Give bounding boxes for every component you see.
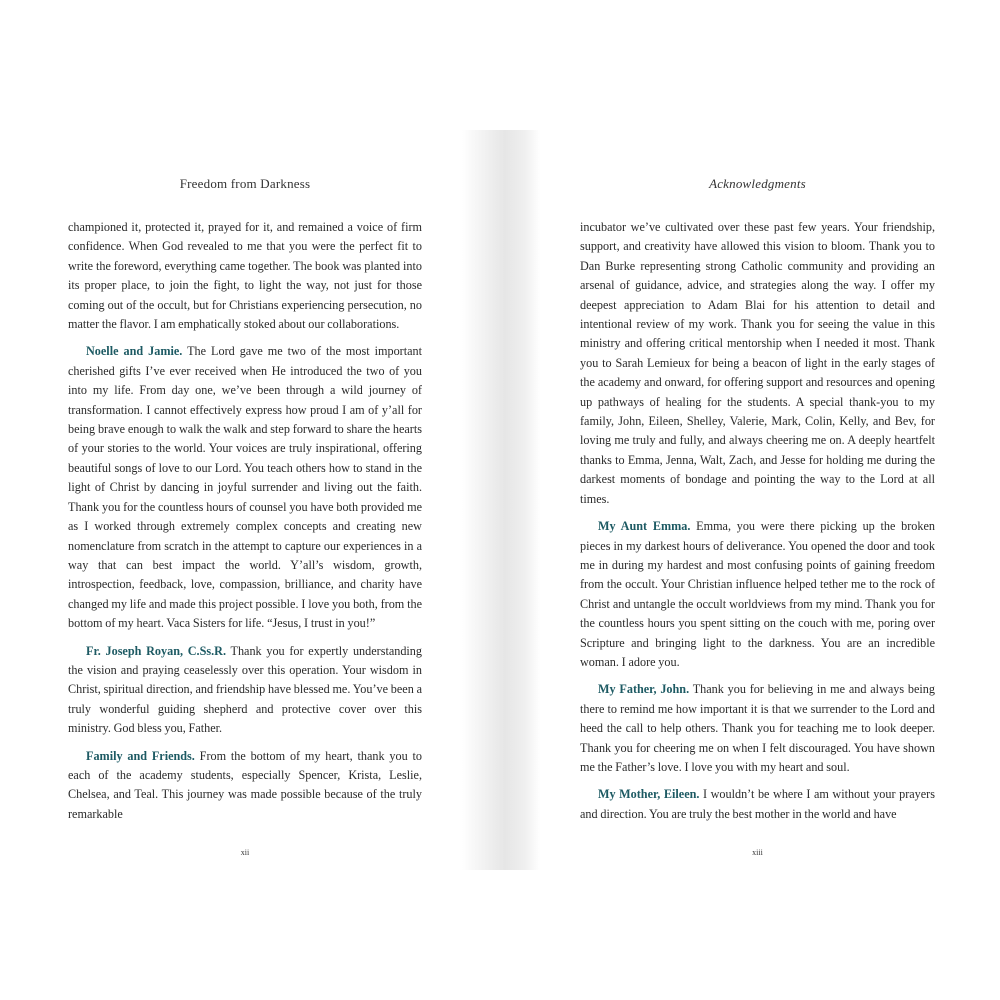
book-gutter [462, 130, 540, 870]
paragraph [68, 342, 422, 633]
right-running-head: Acknowledgments [709, 176, 806, 191]
paragraph [580, 680, 935, 777]
left-page [68, 170, 422, 857]
right-page [580, 170, 935, 857]
paragraph-lead: My Mother, Eileen. [598, 787, 700, 802]
paragraph-text: Thank you for expertly understanding the vision and praying ceaselessly over this operation. Your wisdom in Christ, spiritual direction, and friendship have blessed me. You’ve been a truly wonderful guiding shepherd and protective cover over this ministry. God bless you, Father. [68, 643, 422, 736]
paragraph-lead: Noelle and Jamie. [86, 344, 183, 359]
paragraph-lead: My Father, John. [598, 682, 690, 697]
paragraph-text: championed it, protected it, prayed for it, and remained a voice of firm confidence. When God revealed to me that you were the perfect fit to write the foreword, everything came together. The book was planted into its proper place, to join the fight, to light the way, not just for those coming out of the occult, but for Christians experiencing persecution, no matter the flavor. I am emphatically stoked about our collaborations. [68, 220, 422, 332]
paragraph-text: Emma, you were there picking up the broken pieces in my darkest hours of deliverance. You opened the door and took me in during my hardest and most confusing points of gaining freedom from the occult. Your Christian influence helped tether me to the rock of Christ and untangle the occult worldviews from my mind. Thank you for the countless hours you spent sitting on the couch with me, poring over Scripture and bringing light to the darkness. You are an incredible woman. I adore you. [580, 519, 935, 669]
paragraph-lead: Family and Friends. [86, 748, 195, 763]
paragraph-lead: My Aunt Emma. [598, 519, 691, 534]
paragraph-lead: Fr. Joseph Royan, C.Ss.R. [86, 643, 227, 658]
left-running-head: Freedom from Darkness [179, 176, 311, 191]
paragraph [68, 747, 422, 825]
paragraph [580, 218, 935, 509]
paragraph-text: The Lord gave me two of the most important cherished gifts I’ve ever received when He introduced the two of you into my life. From day one, we’ve been through a wild journey of transformation. I cannot effectively express how proud I am of y’all for being brave enough to walk the walk and step forward to share the hearts of your stories to the world. Your voices are truly inspirational, offering beautiful songs of love to our Lord. You teach others how to stand in the light of Christ by dancing in joyful surrender and living out the faith. Thank you for the countless hours of counsel you have both provided me as I worked through extremely complex concepts and creating new nomenclature from scratch in the attempt to capture our experiences in a way that can best impact the world. Y’all’s wisdom, growth, introspection, feedback, love, compassion, brilliance, and charity have changed my life and made this project possible. I love you both, from the bottom of my heart. Vaca Sisters for life. “Jesus, I trust in you!” [68, 344, 422, 631]
paragraph-text: Thank you for believing in me and always being there to remind me how important it is that we surrender to the Lord and heed the call to help others. Thank you for teaching me to look deeper. Thank you for cheering me on when I felt discouraged. You have shown me the Father’s love. I love you with my heart and soul. [580, 682, 935, 774]
paragraph [68, 218, 422, 334]
right-folio: xiii [752, 848, 763, 857]
paragraph-text: I wouldn’t be where I am without your prayers and direction. You are truly the best mother in the world and have [580, 787, 935, 821]
paragraph [580, 785, 935, 824]
left-page-body [68, 218, 422, 824]
left-folio: xii [240, 848, 250, 857]
right-page-body [580, 218, 935, 824]
paragraph [68, 642, 422, 739]
paragraph-text: From the bottom of my heart, thank you to each of the academy students, especially Spencer, Krista, Leslie, Chelsea, and Teal. This journey was made possible because of the truly remarkable [68, 748, 422, 821]
paragraph-text: incubator we’ve cultivated over these past few years. Your friendship, support, and creativity have allowed this vision to bloom. Thank you to Dan Burke representing strong Catholic community and providing an arsenal of guidance, advice, and strategies along the way. I offer my deepest appreciation to Adam Blai for his attention to detail and intentional review of my work. Thank you for seeing the value in this ministry and offering critical mentorship when I needed it most. Thank you to Sarah Lemieux for being a beacon of light in the early stages of the academy and onward, for offering support and resources and opening up pathways of healing for the students. A special thank-you to my family, John, Eileen, Shelley, Valerie, Mark, Colin, Kelly, and Bev, for loving me truly and fully, and always cheering me on. A deeply heartfelt thanks to Emma, Jenna, Walt, Zach, and Jesse for holding me during the darkest moments of bondage and pointing the way to the Lord at all times. [580, 220, 935, 506]
paragraph [580, 517, 935, 672]
